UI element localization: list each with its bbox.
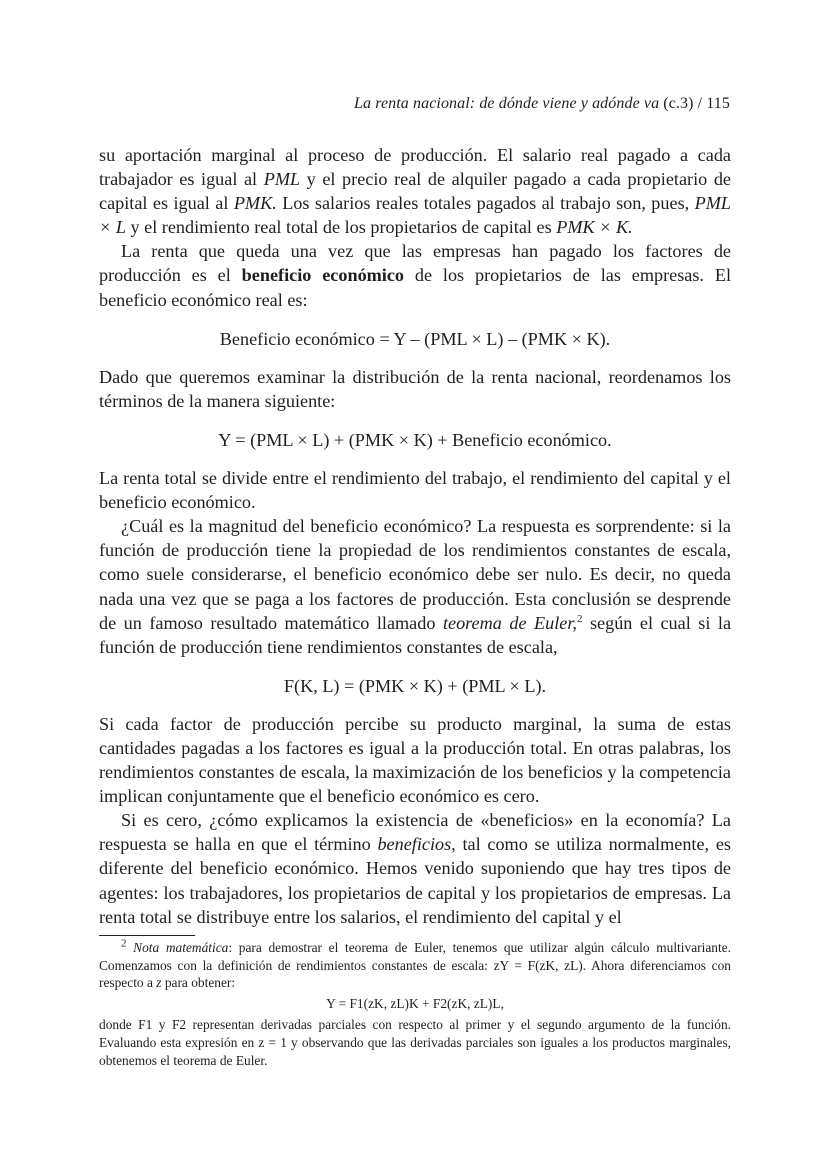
paragraph-5 — [99, 514, 731, 659]
text: y el rendimiento real total de los propietarios de capital es — [125, 217, 557, 238]
body-text — [99, 143, 731, 929]
italic-term: PML — [263, 169, 301, 190]
text: La renta que queda una vez que las empresas han pagado los factores de producción es el — [99, 241, 731, 286]
italic-term: teorema de Euler, — [442, 612, 577, 633]
footnote-divider — [99, 935, 195, 936]
footnote — [99, 939, 731, 1069]
paragraph-3: Dado que queremos examinar la distribución de la renta nacional, reordenamos los términos de la manera siguiente: — [99, 366, 731, 411]
running-title: La renta nacional: de dónde viene y adónde va — [354, 95, 660, 112]
footnote-number: 2 — [121, 937, 127, 950]
running-header — [354, 95, 730, 113]
italic-term: PMK. — [233, 193, 277, 214]
text: Si es cero, ¿cómo explicamos la existencia de «beneficios» en la economía? La respuesta se halla en que el término — [99, 810, 731, 855]
text: ¿Cuál es la magnitud del beneficio económico? La respuesta es sorprendente: si la función de producción tiene la propiedad de los rendimientos constantes de escala, como suele considerarse, el beneficio económico debe ser nulo. Es decir, no queda nada una vez que se paga a los factores de producción. Esta conclusión se desprende de un famoso resultado matemático llamado — [99, 516, 731, 633]
text: y el precio real de alquiler pagado a cada propietario de capital es igual al — [99, 169, 731, 214]
text: para obtener: — [161, 975, 236, 991]
text: tal como se utiliza normalmente, es diferente del beneficio económico. Hemos venido suponiendo que hay tres tipos de agentes: los trabajadores, los propietarios de capital y los propietarios de empresas. La renta total se distribuye entre los salarios, el rendimiento del capital y el — [99, 834, 731, 927]
bold-term: beneficio económico — [241, 265, 405, 286]
equation-1: Beneficio económico = Y – (PML × L) – (PMK × K). — [219, 328, 611, 349]
italic-term: PMK × K. — [556, 217, 633, 238]
text: su aportación marginal al proceso de producción. El salario real pagado a cada trabajador es igual al — [99, 145, 731, 190]
paragraph-6: Si cada factor de producción percibe su producto marginal, la suma de estas cantidades pagadas a los factores es igual a la producción total. En otras palabras, los rendimientos constantes de escala, la maximización de los beneficios y la competencia implican conjuntamente que el beneficio económico es cero. — [99, 713, 731, 807]
italic-term: z — [156, 975, 162, 991]
text: Los salarios reales totales pagados al trabajo son, pues, — [276, 193, 695, 214]
equation-2: Y = (PML × L) + (PMK × K) + Beneficio económico. — [218, 429, 612, 450]
text: Ahora diferenciamos con respecto a — [99, 957, 732, 991]
text: según el cual si la función de producción tiene rendimientos constantes de escala, — [99, 612, 732, 657]
italic-term: beneficios, — [377, 834, 456, 855]
italic-term: PML × L — [99, 193, 731, 238]
footnote-equation: Y = F1(zK, zL)K + F2(zK, zL)L, — [326, 995, 504, 1011]
text: : para demostrar el teorema de Euler, tenemos que utilizar algún cálculo multivariante. Comenzamos con la definición de rendimientos constantes de escala: — [99, 940, 731, 973]
text: de los propietarios de las empresas. El beneficio económico real es: — [99, 265, 731, 310]
paragraph-1 — [99, 143, 731, 239]
footnote-paragraph-end: donde F1 y F2 representan derivadas parciales con respecto al primer y el segundo argumento de la función. Evaluando esta expresión en z = 1 y observando que las derivadas parciales son iguales a los productos marginales, obtenemos el teorema de Euler. — [99, 1017, 731, 1068]
paragraph-2 — [99, 239, 731, 311]
paragraph-4: La renta total se divide entre el rendimiento del trabajo, el rendimiento del capital y el beneficio económico. — [99, 468, 731, 513]
paragraph-7 — [99, 808, 731, 928]
page-number: 115 — [706, 95, 730, 112]
chapter-ref: (c.3) / — [659, 95, 707, 112]
footnote-marker[interactable]: 2 — [576, 612, 583, 625]
inline-equation: zY = F(zK, zL). — [493, 957, 587, 973]
equation-3: F(K, L) = (PMK × K) + (PML × L). — [283, 675, 547, 696]
footnote-label: Nota matemática — [133, 940, 229, 955]
footnote-paragraph — [99, 939, 731, 992]
